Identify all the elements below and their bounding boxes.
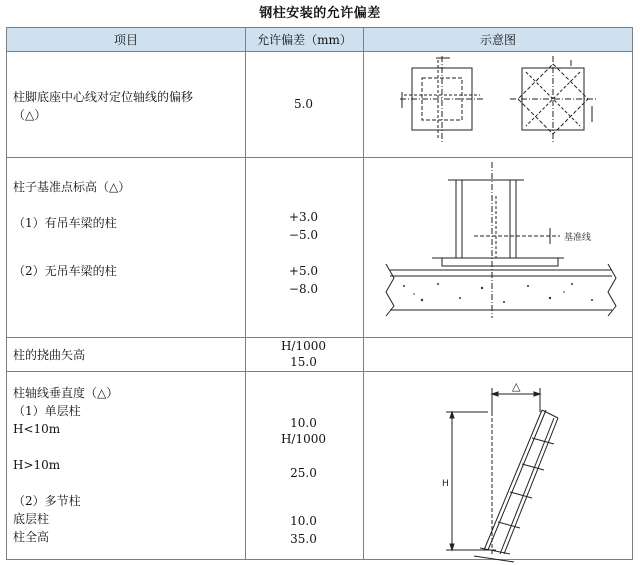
row3-value1: H/1000 bbox=[280, 339, 327, 353]
row1-line1: 柱脚底座中心线对定位轴线的偏移 bbox=[13, 90, 194, 104]
row3-values bbox=[246, 338, 364, 372]
column-verticality-diagram bbox=[364, 372, 633, 560]
row1-values bbox=[246, 52, 364, 158]
row2-value1: +3.0 bbox=[288, 210, 319, 224]
height-label: H bbox=[442, 479, 449, 489]
row2-value2: −5.0 bbox=[288, 228, 319, 242]
row2-values bbox=[246, 158, 364, 338]
tolerance-table bbox=[6, 27, 633, 560]
row4-line5: （2）多节柱 bbox=[13, 494, 81, 508]
row4-value1: 10.0 bbox=[290, 416, 317, 430]
datum-elevation-diagram bbox=[364, 158, 633, 338]
table-row bbox=[7, 338, 246, 372]
row1-line2: （△） bbox=[13, 108, 47, 122]
row2-value3: +5.0 bbox=[288, 264, 319, 278]
row4-line3: H<10m bbox=[13, 422, 61, 436]
base-offset-diagram bbox=[364, 52, 633, 158]
row4-values bbox=[246, 372, 364, 560]
row1-diagram bbox=[364, 52, 633, 158]
header-item: 项目 bbox=[7, 28, 246, 52]
row3-diagram bbox=[364, 338, 633, 372]
table-row bbox=[7, 372, 246, 560]
row4-value2: H/1000 bbox=[280, 432, 327, 446]
row4-line4: H>10m bbox=[13, 458, 61, 472]
row2-value4: −8.0 bbox=[288, 282, 319, 296]
row4-value5: 35.0 bbox=[290, 532, 317, 546]
row4-value4: 10.0 bbox=[290, 514, 317, 528]
row3-value2: 15.0 bbox=[290, 355, 317, 369]
table-title: 钢柱安装的允许偏差 bbox=[259, 6, 381, 21]
row4-diagram bbox=[364, 372, 633, 560]
row4-line6: 底层柱 bbox=[13, 512, 50, 526]
row2-diagram bbox=[364, 158, 633, 338]
row2-line2: （1）有吊车梁的柱 bbox=[13, 216, 117, 230]
row1-value1: 5.0 bbox=[293, 97, 314, 111]
row4-line7: 柱全高 bbox=[13, 530, 50, 544]
row2-line3: （2）无吊车梁的柱 bbox=[13, 264, 117, 278]
header-tolerance: 允许偏差（mm） bbox=[246, 28, 364, 52]
row4-value3: 25.0 bbox=[290, 466, 317, 480]
datum-line-label: 基准线 bbox=[564, 233, 592, 243]
header-diagram: 示意图 bbox=[364, 28, 633, 52]
row3-line1: 柱的挠曲矢高 bbox=[13, 348, 86, 362]
row2-line1: 柱子基准点标高（△） bbox=[13, 180, 131, 194]
table-row bbox=[7, 52, 246, 158]
row4-line2: （1）单层柱 bbox=[13, 404, 81, 418]
table-row bbox=[7, 158, 246, 338]
row4-line1: 柱轴线垂直度（△） bbox=[13, 386, 119, 400]
delta-label: △ bbox=[512, 380, 521, 393]
